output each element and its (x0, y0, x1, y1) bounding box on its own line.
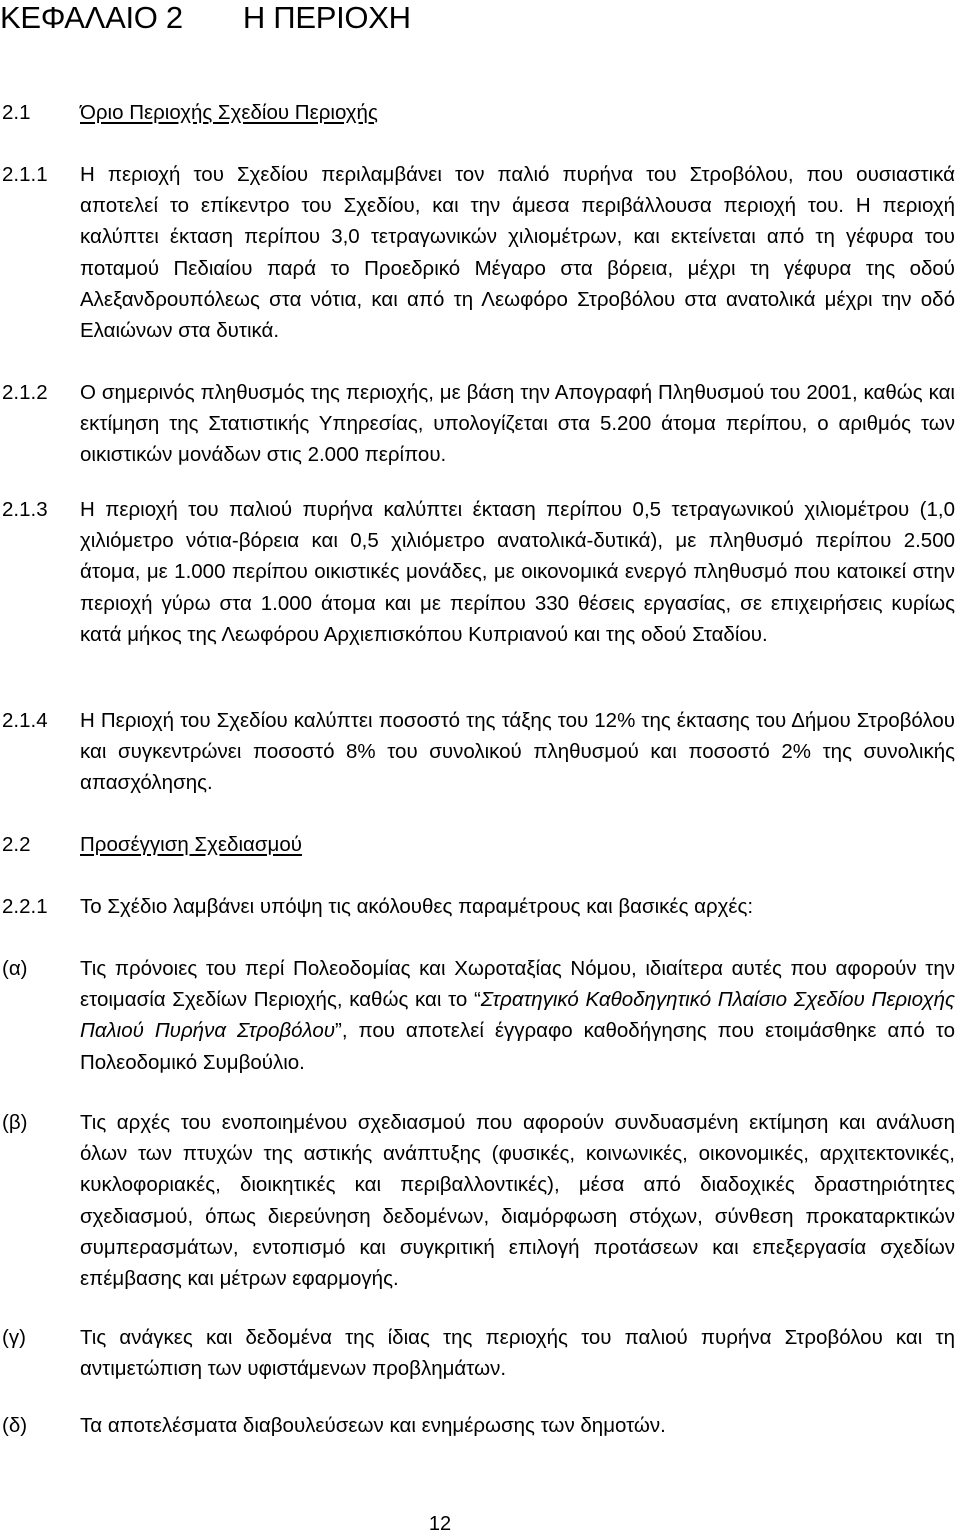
list-item-text (80, 953, 955, 1078)
chapter-title (0, 0, 411, 36)
section-heading-2-1 (0, 97, 955, 128)
paragraph-2-1-1 (0, 159, 955, 346)
section-number: 2.2 (2, 833, 31, 856)
list-item-c (0, 1322, 955, 1384)
list-item-marker: (β) (2, 1111, 28, 1134)
list-item-text-part: ”, που αποτελεί έγγραφο καθοδήγησης που ετοιμάσθηκε από το Πολεοδομικό Συμβούλιο. (80, 1019, 955, 1074)
paragraph-text: Ο σημερινός πληθυσμός της περιοχής, με βάση την Απογραφή Πληθυσμού του 2001, καθώς και εκτίμηση της Στατιστικής Υπηρεσίας, υπολογίζεται στα 5.200 άτομα περίπου, ο αριθμός των οικιστικών μονάδων στις 2.000 περίπου. (80, 381, 955, 467)
list-item-text: Τις αρχές του ενοποιημένου σχεδιασμού που αφορούν συνδυασμένη εκτίμηση και ανάλυση όλων των πτυχών της αστικής ανάπτυξης (φυσικές, κοινωνικές, οικονομικές, αρχιτεκτονικές, κυκλοφοριακές, διοικητικές και περιβαλλοντικές), μέσα από διαδοχικές δραστηριότητες σχεδιασμού, όπως διερεύνηση δεδομένων, διαμόρφωση στόχων, σύνθεση προκαταρκτικών συμπερασμάτων, εντοπισμό και συγκριτική επιλογή προτάσεων και επεξεργασία σχεδίων επέμβασης και μέτρων εφαρμογής. (80, 1111, 955, 1291)
list-item-text: Τις ανάγκες και δεδομένα της ίδιας της περιοχής του παλιού πυρήνα Στροβόλου και τη αντιμετώπιση των υφιστάμενων προβλημάτων. (80, 1326, 955, 1381)
paragraph-2-1-2 (0, 377, 955, 471)
page-number: 12 (428, 1513, 452, 1535)
paragraph-2-1-4 (0, 705, 955, 799)
chapter-label: ΚΕΦΑΛΑΙΟ 2 (0, 0, 183, 35)
section-title: Προσέγγιση Σχεδιασμού (80, 833, 302, 856)
paragraph-number: 2.1.1 (2, 163, 48, 186)
paragraph-text: Η Περιοχή του Σχεδίου καλύπτει ποσοστό της τάξης του 12% της έκτασης του Δήμου Στροβόλου και συγκεντρώνει ποσοστό 8% του συνολικού πληθυσμού και ποσοστό 2% της συνολικής απασχόλησης. (80, 709, 955, 795)
paragraph-text: Το Σχέδιο λαμβάνει υπόψη τις ακόλουθες παραμέτρους και βασικές αρχές: (80, 895, 754, 918)
chapter-name: Η ΠΕΡΙΟΧΗ (242, 0, 411, 35)
paragraph-text: Η περιοχή του παλιού πυρήνα καλύπτει έκταση περίπου 0,5 τετραγωνικού χιλιομέτρου (1,0 χιλιόμετρο νότια-βόρεια και 0,5 χιλιόμετρο ανατολικά-δυτικά), με πληθυσμό περίπου 2.500 άτομα, με 1.000 περίπου οικιστικές μονάδες, με οικονομικά ενεργό πληθυσμό που κατοικεί στην περιοχή γύρω στα 1.000 άτομα και με περίπου 330 θέσεις εργασίας, σε επιχειρήσεις κυρίως κατά μήκος της Λεωφόρου Αρχιεπισκόπου Κυπριανού και της οδού Σταδίου. (80, 498, 955, 646)
list-item-marker: (γ) (2, 1326, 26, 1349)
list-item-b (0, 1107, 955, 1294)
list-item-d (0, 1410, 955, 1441)
list-item-text: Τα αποτελέσματα διαβουλεύσεων και ενημέρωσης των δημοτών. (80, 1414, 666, 1437)
list-item-a (0, 953, 955, 1078)
section-title: Όριο Περιοχής Σχεδίου Περιοχής (80, 101, 378, 124)
paragraph-2-2-1 (0, 891, 955, 922)
paragraph-text: Η περιοχή του Σχεδίου περιλαμβάνει τον παλιό πυρήνα του Στροβόλου, που ουσιαστικά αποτελεί το επίκεντρο του Σχεδίου, και την άμεσα περιβάλλουσα περιοχή του. Η περιοχή καλύπτει έκταση περίπου 3,0 τετραγωνικών χιλιομέτρων, και εκτείνεται από τη γέφυρα του ποταμού Πεδιαίου παρά το Προεδρικό Μέγαρο στα βόρεια, μέχρι τη γέφυρα της οδού Αλεξανδρουπόλεως στα νότια, και από τη Λεωφόρο Στροβόλου στα ανατολικά μέχρι την οδό Ελαιώνων στα δυτικά. (80, 163, 955, 343)
paragraph-number: 2.1.3 (2, 498, 48, 521)
document-title-italic: Στρατηγικό Καθοδηγητικό Πλαίσιο Σχεδίου Περιοχής Παλιού Πυρήνα Στροβόλου (80, 988, 955, 1043)
list-item-text-part: Τις πρόνοιες του περί Πολεοδομίας και Χωροταξίας Νόμου, ιδιαίτερα αυτές που αφορούν την ετοιμασία Σχεδίων Περιοχής, καθώς και το “ (80, 957, 955, 1012)
list-item-marker: (δ) (2, 1414, 28, 1437)
paragraph-number: 2.2.1 (2, 895, 48, 918)
section-heading-2-2 (0, 829, 955, 860)
section-number: 2.1 (2, 101, 31, 124)
paragraph-2-1-3 (0, 494, 955, 650)
paragraph-number: 2.1.2 (2, 381, 48, 404)
paragraph-number: 2.1.4 (2, 709, 48, 732)
list-item-marker: (α) (2, 957, 28, 980)
